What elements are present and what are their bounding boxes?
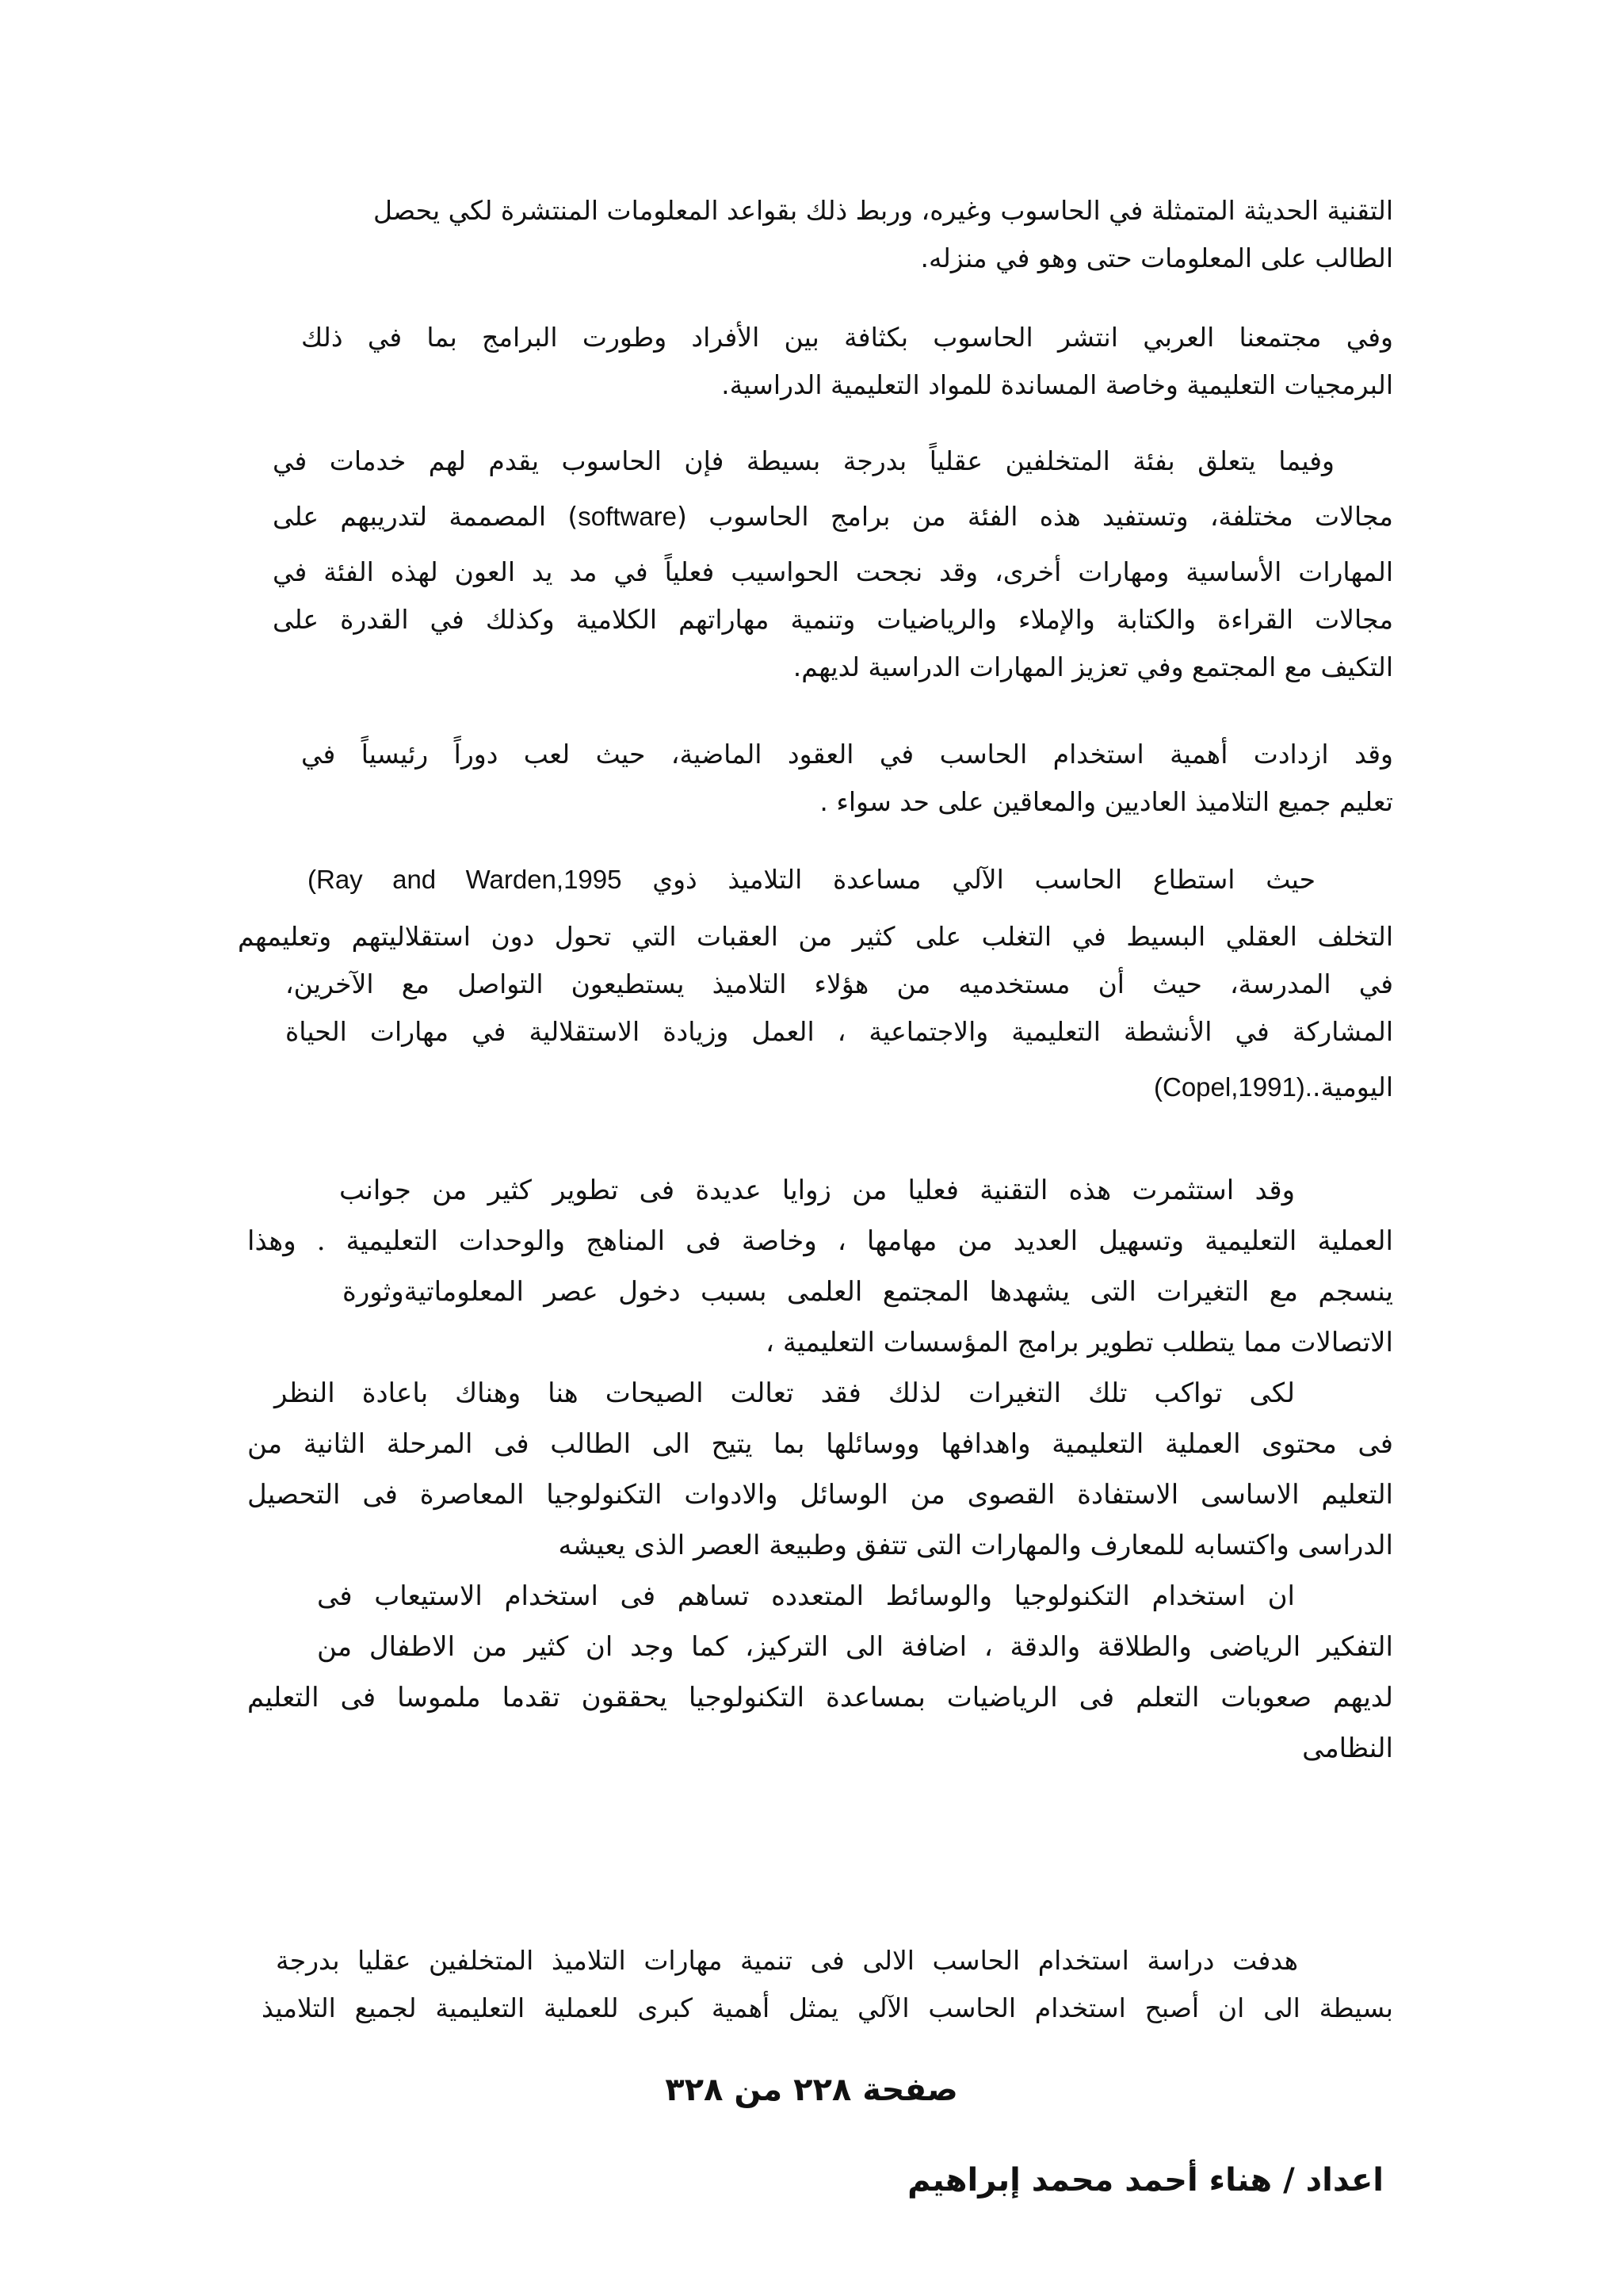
paragraph-7-line-4: الدراسى واكتسابه للمعارف والمهارات التى تتفق وطبيعة العصر الذى يعيشه — [558, 1530, 1393, 1561]
paragraph-8-line-4: النظامى — [1302, 1733, 1393, 1764]
paragraph-6-line-3: ينسجم مع التغيرات التى يشهدها المجتمع العلمى بسبب دخول عصر المعلوماتيةوثورة — [342, 1276, 1393, 1308]
paragraph-7-line-2: فى محتوى العملية التعليمية واهدافها ووسائلها بما يتيح الى الطالب فى المرحلة الثانية من — [247, 1428, 1393, 1460]
paragraph-2-line-1: وفي مجتمعنا العربي انتشر الحاسوب بكثافة بين الأفراد وطورت البرامج بما في ذلك — [301, 322, 1393, 353]
paragraph-3-line-5: التكيف مع المجتمع وفي تعزيز المهارات الدراسية لديهم. — [792, 651, 1393, 682]
paragraph-8-line-3: لديهم صعوبات التعلم فى الرياضيات بمساعدة التكنولوجيا يحققون تقدما ملموسا فى التعليم — [247, 1682, 1393, 1713]
author-credit: اعداد / هناء أحمد محمد إبراهيم — [907, 2162, 1384, 2199]
paragraph-3-line-2 — [273, 493, 1393, 541]
paragraph-2 — [301, 314, 1393, 409]
paragraph-3 — [273, 437, 1393, 691]
paragraph-8 — [247, 1571, 1393, 1774]
paragraph-9-line-2: بسيطة الى ان أصبح استخدام الحاسب الآلي يمثل أهمية كبرى للعملية التعليمية لجميع التلاميذ — [262, 1992, 1393, 2023]
paragraph-5-line-4: المشاركة في الأنشطة التعليمية والاجتماعية ، العمل وزيادة الاستقلالية في مهارات الحياة — [285, 1016, 1393, 1047]
paragraph-8-line-1: ان استخدام التكنولوجيا والوسائط المتعدده تساهم فى استخدام الاستيعاب فى — [317, 1580, 1295, 1612]
software-term: software — [578, 502, 678, 531]
paragraph-5 — [238, 856, 1393, 1111]
page-number: صفحة ٢٢٨ من ٣٢٨ — [665, 2072, 958, 2108]
paragraph-5-line-2: التخلف العقلي البسيط في التغلب على كثير من العقبات التي تحول دون استقلاليتهم وتعليمهم — [238, 921, 1393, 952]
paragraph-3-line-1: وفيما يتعلق بفئة المتخلفين عقلياً بدرجة بسيطة فإن الحاسوب يقدم لهم خدمات في — [273, 445, 1335, 476]
paragraph-4 — [301, 731, 1393, 826]
paragraph-6 — [247, 1165, 1393, 1368]
paragraph-1-line-1: التقنية الحديثة المتمثلة في الحاسوب وغيره، وربط ذلك بقواعد المعلومات المنتشرة لكي يحصل — [373, 195, 1393, 226]
paragraph-3-line-2-part-a: مجالات مختلفة، وتستفيد هذه الفئة من برامج الحاسوب ( — [677, 501, 1393, 532]
paragraph-4-line-2: تعليم جميع التلاميذ العاديين والمعاقين على حد سواء . — [819, 786, 1393, 817]
paragraph-3-line-2-part-b: ) المصممة لتدريبهم على — [273, 501, 579, 532]
paragraph-4-line-1: وقد ازدادت أهمية استخدام الحاسب في العقود الماضية، حيث لعب دوراً رئيسياً في — [301, 739, 1393, 770]
paragraph-2-line-2: البرمجيات التعليمية وخاصة المساندة للمواد التعليمية الدراسية. — [721, 369, 1393, 400]
paragraph-6-line-1: وقد استثمرت هذه التقنية فعليا من زوايا عديدة فى تطوير كثير من جوانب — [339, 1175, 1295, 1206]
paragraph-3-line-3: المهارات الأساسية ومهارات أخرى، وقد نجحت الحواسيب فعلياً في مد يد العون لهذه الفئة في — [273, 556, 1393, 587]
paragraph-3-line-4: مجالات القراءة والكتابة والإملاء والرياضيات وتنمية مهاراتهم الكلامية وكذلك في القدرة على — [273, 604, 1393, 635]
paragraph-9 — [262, 1937, 1393, 2032]
paragraph-7 — [247, 1368, 1393, 1571]
paragraph-6-line-2: العملية التعليمية وتسهيل العديد من مهامها ، وخاصة فى المناهج والوحدات التعليمية . وهذا — [247, 1225, 1393, 1257]
paragraph-6-line-4: الاتصالات مما يتطلب تطوير برامج المؤسسات التعليمية ، — [766, 1327, 1393, 1358]
paragraph-5-line-5-part-a: اليومية. — [1312, 1072, 1393, 1102]
paragraph-1 — [238, 187, 1393, 282]
paragraph-8-line-2: التفكير الرياضى والطلاقة والدقة ، اضافة الى التركيز، كما وجد ان كثير من الاطفال من — [317, 1631, 1393, 1663]
paragraph-5-line-3: في المدرسة، حيث أن مستخدميه من هؤلاء التلاميذ يستطيعون التواصل مع الآخرين، — [285, 968, 1393, 999]
citation-ray-warden: (Ray and Warden,1995 — [307, 865, 622, 894]
citation-copel: (Copel,1991). — [1154, 1072, 1312, 1102]
paragraph-7-line-1: لكى تواكب تلك التغيرات لذلك فقد تعالت الصيحات هنا وهناك باعادة النظر — [274, 1377, 1295, 1409]
paragraph-5-line-5 — [238, 1064, 1393, 1111]
paragraph-1-line-2: الطالب على المعلومات حتى وهو في منزله. — [920, 243, 1393, 273]
paragraph-9-line-1: هدفت دراسة استخدام الحاسب الالى فى تنمية مهارات التلاميذ المتخلفين عقليا بدرجة — [276, 1945, 1298, 1976]
paragraph-5-line-1 — [307, 856, 1316, 904]
paragraph-7-line-3: التعليم الاساسى الاستفادة القصوى من الوسائل والادوات التكنولوجيا المعاصرة فى التحصيل — [247, 1479, 1393, 1511]
paragraph-5-line-1-part-b: حيث استطاع الحاسب الآلي مساعدة التلاميذ ذوي — [652, 864, 1316, 895]
